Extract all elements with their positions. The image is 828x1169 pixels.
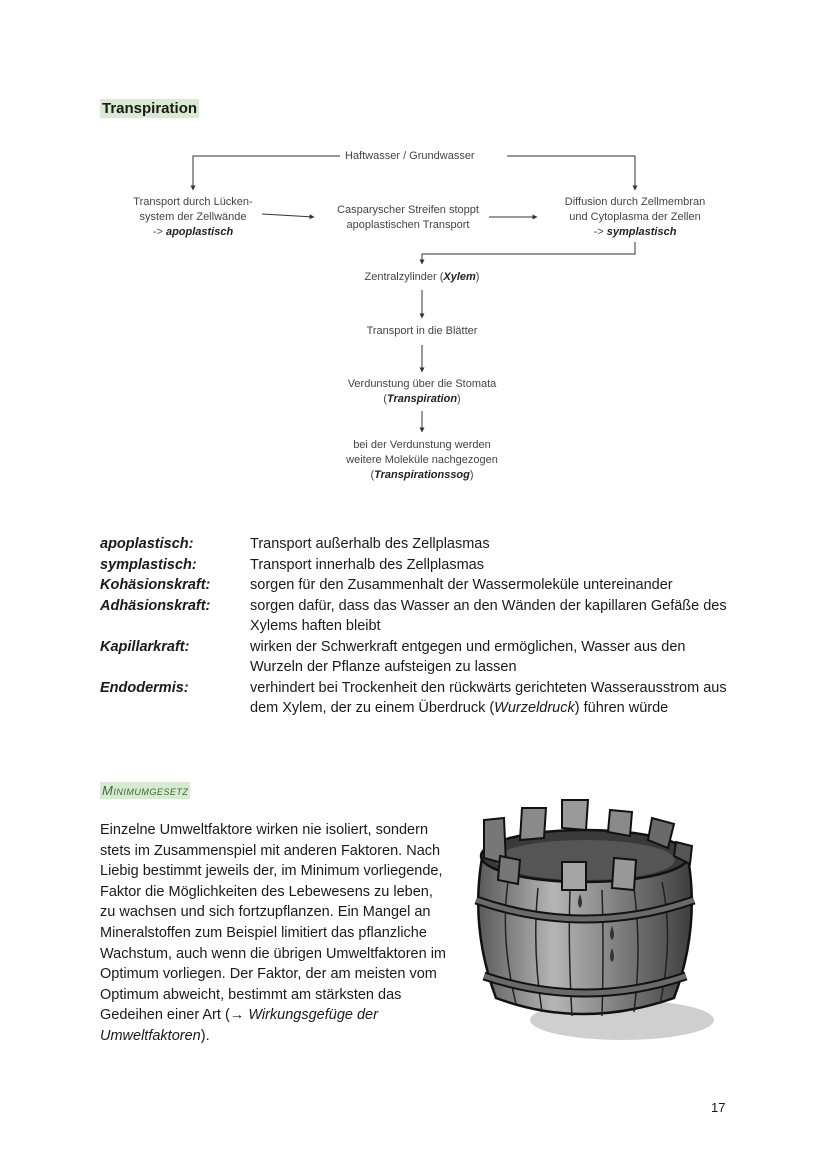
node-stomata: Verdunstung über die Stomata (Transpiration) (347, 378, 497, 405)
definition-row (100, 678, 740, 719)
definition-term: Kapillarkraft: (100, 638, 190, 655)
definition-desc: verhindert bei Trockenheit den rückwärts gerichteten Wasserausstrom aus dem Xylem, der zu einem Überdruck (Wurzeldruck) führen würde (250, 679, 727, 716)
definition-desc: sorgen dafür, dass das Wasser an den Wänden der kapillaren Gefäße des Xylems haften bleibt (250, 597, 727, 634)
definition-term: Kohäsionskraft: (100, 577, 211, 593)
node-caspary: Casparyscher Streifen stoppt apoplastischen Transport (337, 204, 479, 231)
definition-row (100, 596, 740, 637)
liebig-barrel-illustration (462, 798, 718, 1046)
section-title-transpiration: Transpiration (102, 100, 198, 117)
definition-desc: Transport innerhalb des Zellplasmas (250, 556, 484, 573)
node-xylem: Zentralzylinder (Xylem) (364, 271, 480, 283)
arrow-top-right (507, 156, 635, 190)
definition-row (100, 637, 740, 678)
definition-term: Adhäsionskraft: (100, 597, 211, 614)
definition-term: apoplastisch: (100, 536, 194, 552)
definition-desc: Transport außerhalb des Zellplasmas (250, 536, 490, 552)
definition-desc: wirken der Schwerkraft entgegen und ermöglichen, Wasser aus den Wurzeln der Pflanze aufsteigen zu lassen (250, 638, 686, 675)
definition-row (100, 555, 740, 576)
node-apoplast: Transport durch Lücken- system der Zellwände -> apoplastisch (133, 196, 253, 238)
arrow-right-xylem (422, 242, 635, 264)
node-symplast: Diffusion durch Zellmembran und Cytoplasma der Zellen -> symplastisch (564, 196, 706, 238)
definition-term: symplastisch: (100, 556, 197, 573)
node-haftwasser: Haftwasser / Grundwasser (345, 150, 475, 162)
minimumgesetz-paragraph: Einzelne Umweltfaktore wirken nie isoliert, sondern stets im Zusammenspiel mit anderen Faktoren. Nach Liebig bestimmt jeweils der, im Minimum vorliegende, Faktor die Möglichkeiten des Lebewesens zu leben, zu wachsen und sich fortzupflanzen. Ein Mangel an Mineralstoffen zum Beispiel limitiert das pflanzliche Wachstum, auch wenn die übrigen Umweltfaktoren im Optimum vorliegen. Der Faktor, der am meisten vom Optimum abweicht, bestimmt am stärksten das Gedeihen einer Art (→ Wirkungsgefüge der Umweltfaktoren). (100, 822, 447, 1044)
node-leaves: Transport in die Blätter (366, 325, 478, 337)
section-title-minimumgesetz: Minimumgesetz (102, 783, 189, 798)
definition-row (100, 534, 740, 555)
arrow-left-mid (262, 214, 314, 217)
definition-term: Endodermis: (100, 679, 189, 696)
arrow-top-left (193, 156, 340, 190)
definitions-list (100, 534, 740, 719)
definition-desc: sorgen für den Zusammenhalt der Wassermoleküle untereinander (250, 577, 673, 593)
definition-row (100, 575, 740, 596)
page-number: 17 (711, 1100, 726, 1115)
node-transpirationssog: bei der Verdunstung werden weitere Moleküle nachgezogen (Transpirationssog) (346, 439, 498, 481)
